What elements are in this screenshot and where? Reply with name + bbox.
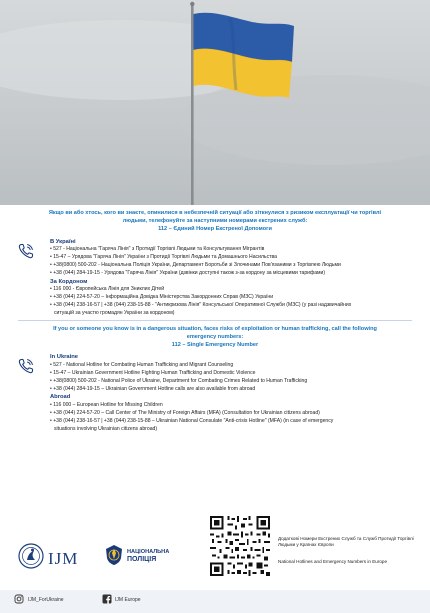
list-item: • +38 (044) 224-57-20 – Call Center of The Ministry of Foreign Affairs (MFA) (Consultation for Ukrainian citizens abroad) [50, 409, 320, 416]
hero-photo-ukrainian-flag [0, 0, 430, 205]
list-item: • 527 - Національна "Гаряча Лінія" з Протидії Торгівлі Людьми та Консультування Мігрантів [50, 246, 265, 253]
qr-caption-english: National Hotlines and Emergency Numbers in Europe [278, 559, 388, 564]
flag-illustration [0, 0, 430, 205]
instagram-handle[interactable]: IJM_ForUkraine [28, 597, 64, 603]
list-item: • +38 (044) 284-19-15 - Урядова "Гаряча Лінія" України (дзвінки доступні також з-за кордону за місцевими тарифами) [50, 269, 326, 276]
hotlines-section-english [0, 354, 430, 433]
intro-ua-line-1: Якщо ви або хтось, кого ви знаєте, опинилися в небезпечній ситуації або зіткнулися з ризиком експлуатації чи торгівлі [48, 210, 382, 216]
intro-en-line-3: 112 – Single Emergency Number [171, 342, 259, 349]
heading-abroad-en: Abroad [50, 394, 71, 401]
list-item: • 15-47 – Урядова "Гаряча Лінія" України з Протидії Торгівлі Людьми та Домашнього Насильства [50, 254, 277, 261]
intro-en-line-2: emergency numbers: [186, 333, 244, 340]
facebook-icon[interactable] [102, 594, 112, 604]
ijm-emblem-icon [18, 543, 44, 569]
national-police-emblem-icon [104, 544, 124, 566]
list-abroad-en [50, 402, 412, 434]
instagram-icon[interactable] [14, 594, 24, 604]
list-item-continuation: situations involving Ukrainian citizens abroad) [54, 425, 158, 432]
list-item-continuation: ситуацій за участю громадян України за кордоном) [54, 310, 175, 317]
list-item [50, 302, 412, 318]
heading-abroad-ua: За Кордоном [50, 278, 88, 285]
heading-in-ukraine-en: In Ukraine [50, 354, 79, 361]
intro-en-line-1: If you or someone you know is in a dangerous situation, faces risks of exploitation or human trafficking, call the following [53, 325, 377, 332]
hotlines-section-ukrainian [0, 239, 430, 318]
list-item-line: • +38 (044) 238-16-57 | +38 (044) 238-15-88 - "Антикризова Лінія" Консульської Оперативної Служби (МЗС) (у разі надзвичайних [50, 302, 352, 309]
police-logo-line-1: НАЦІОНАЛЬНА [127, 549, 170, 555]
intro-english [0, 321, 430, 350]
phone-icon [17, 357, 35, 375]
list-item: • +38(0800) 500-202 - National Police of Ukraine, Department for Combating Crimes Related to Human Trafficking [50, 377, 308, 384]
facebook-handle[interactable]: IJM Europe [115, 597, 141, 603]
list-item: • 116 000 – European Hotline for Missing Children [50, 402, 163, 409]
list-item: • +38(0800) 500-202 - Національна Поліція України, Департамент Боротьби зі Злочинами Пов'язаними з Торгівлею Людьми [50, 262, 341, 269]
ijm-logo-text: IJM [48, 549, 79, 568]
list-item-line: • +38 (044) 238-16-57 | +38 (044) 238-15-88 – Ukrainian National Consulate "Anti-crisis Hotline" (MFA) (in case of emergency [50, 417, 334, 424]
police-logo-line-2: ПОЛІЦІЯ [127, 556, 157, 563]
list-item: • 116 000 - Європейська Лінія для Зниклих Дітей [50, 286, 165, 293]
list-item: • 527 - National Hotline for Combating Human Trafficking and Migrant Counseling [50, 361, 234, 368]
list-in-ukraine-ua [50, 246, 412, 278]
qr-caption-ukrainian: Додаткові Номери Екстрених Служб та Служб Протидії Торгівлі Людьми у Країнах Європи [278, 536, 414, 548]
intro-ua-line-3: 112 – Єдиний Номер Екстреної Допомоги [158, 226, 272, 233]
list-abroad-ua [50, 286, 412, 318]
phone-icon [17, 242, 35, 260]
list-item: • +38 (044) 224-57-20 – Інформаційна Довідка Міністерства Закордонних Справ (МЗС) України [50, 294, 274, 301]
main-content [0, 205, 430, 434]
list-in-ukraine-en [50, 362, 412, 394]
list-item: • 15-47 – Ukrainian Government Hotline Fighting Human Trafficking and Domestic Violence [50, 369, 256, 376]
qr-code-icon[interactable] [208, 514, 272, 578]
intro-ukrainian [0, 205, 430, 234]
heading-in-ukraine-ua: В Україні [50, 238, 76, 245]
list-item [50, 418, 412, 434]
intro-ua-line-2: людьми, телефонуйте за наступними номерами екстрених служб: [122, 218, 308, 225]
social-bar [0, 590, 430, 613]
list-item: • +38 (044) 284-19-15 – Ukrainian Government Hotline calls are also available from abroad [50, 385, 256, 392]
